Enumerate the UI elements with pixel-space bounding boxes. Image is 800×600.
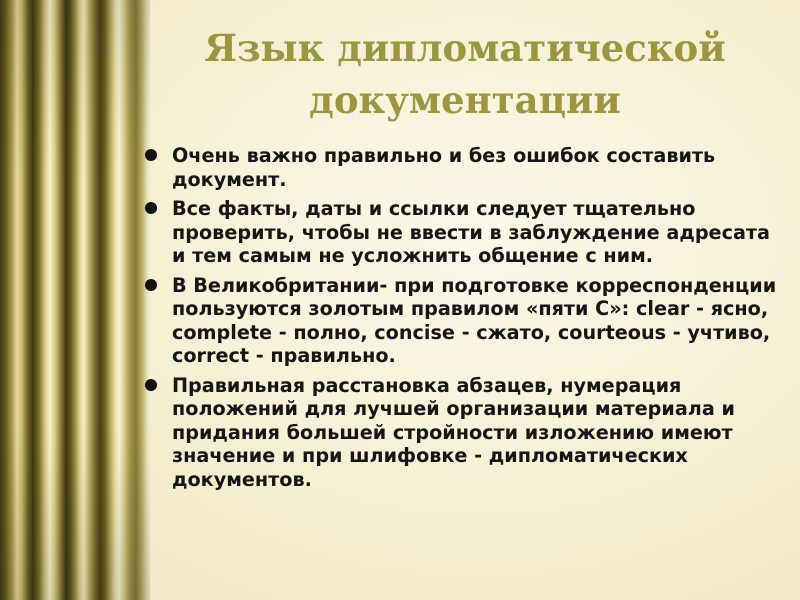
slide-title: Язык дипломатической документации: [204, 26, 726, 122]
bullet-item: [145, 274, 785, 368]
bullet-item: [145, 197, 785, 268]
bullet-text: В Великобритании- при подготовке корреспонденции пользуются золотым правилом «пяти С»: clear - ясно, complete - полно, concise - сжато, courteous - учтиво, correct - правильно.: [172, 273, 777, 367]
bullet-dot-icon: [145, 202, 157, 214]
curtain-shading: [0, 0, 150, 600]
bullet-text: Очень важно правильно и без ошибок составить документ.: [172, 144, 716, 191]
bullet-text: Правильная расстановка абзацев, нумерация положений для лучшей организации материала и придания большей стройности изложению имеют значение и при шлифовке - дипломатических документов.: [172, 373, 735, 491]
bullet-text: Все факты, даты и ссылки следует тщательно проверить, чтобы не ввести в заблуждение адресата и тем самым не усложнить общение с ним.: [172, 197, 770, 267]
bullet-dot-icon: [145, 379, 157, 391]
bullet-dot-icon: [145, 279, 157, 291]
bullet-list: [145, 144, 785, 497]
bullet-dot-icon: [145, 149, 157, 161]
bullet-item: [145, 374, 785, 492]
bullet-item: [145, 144, 785, 191]
